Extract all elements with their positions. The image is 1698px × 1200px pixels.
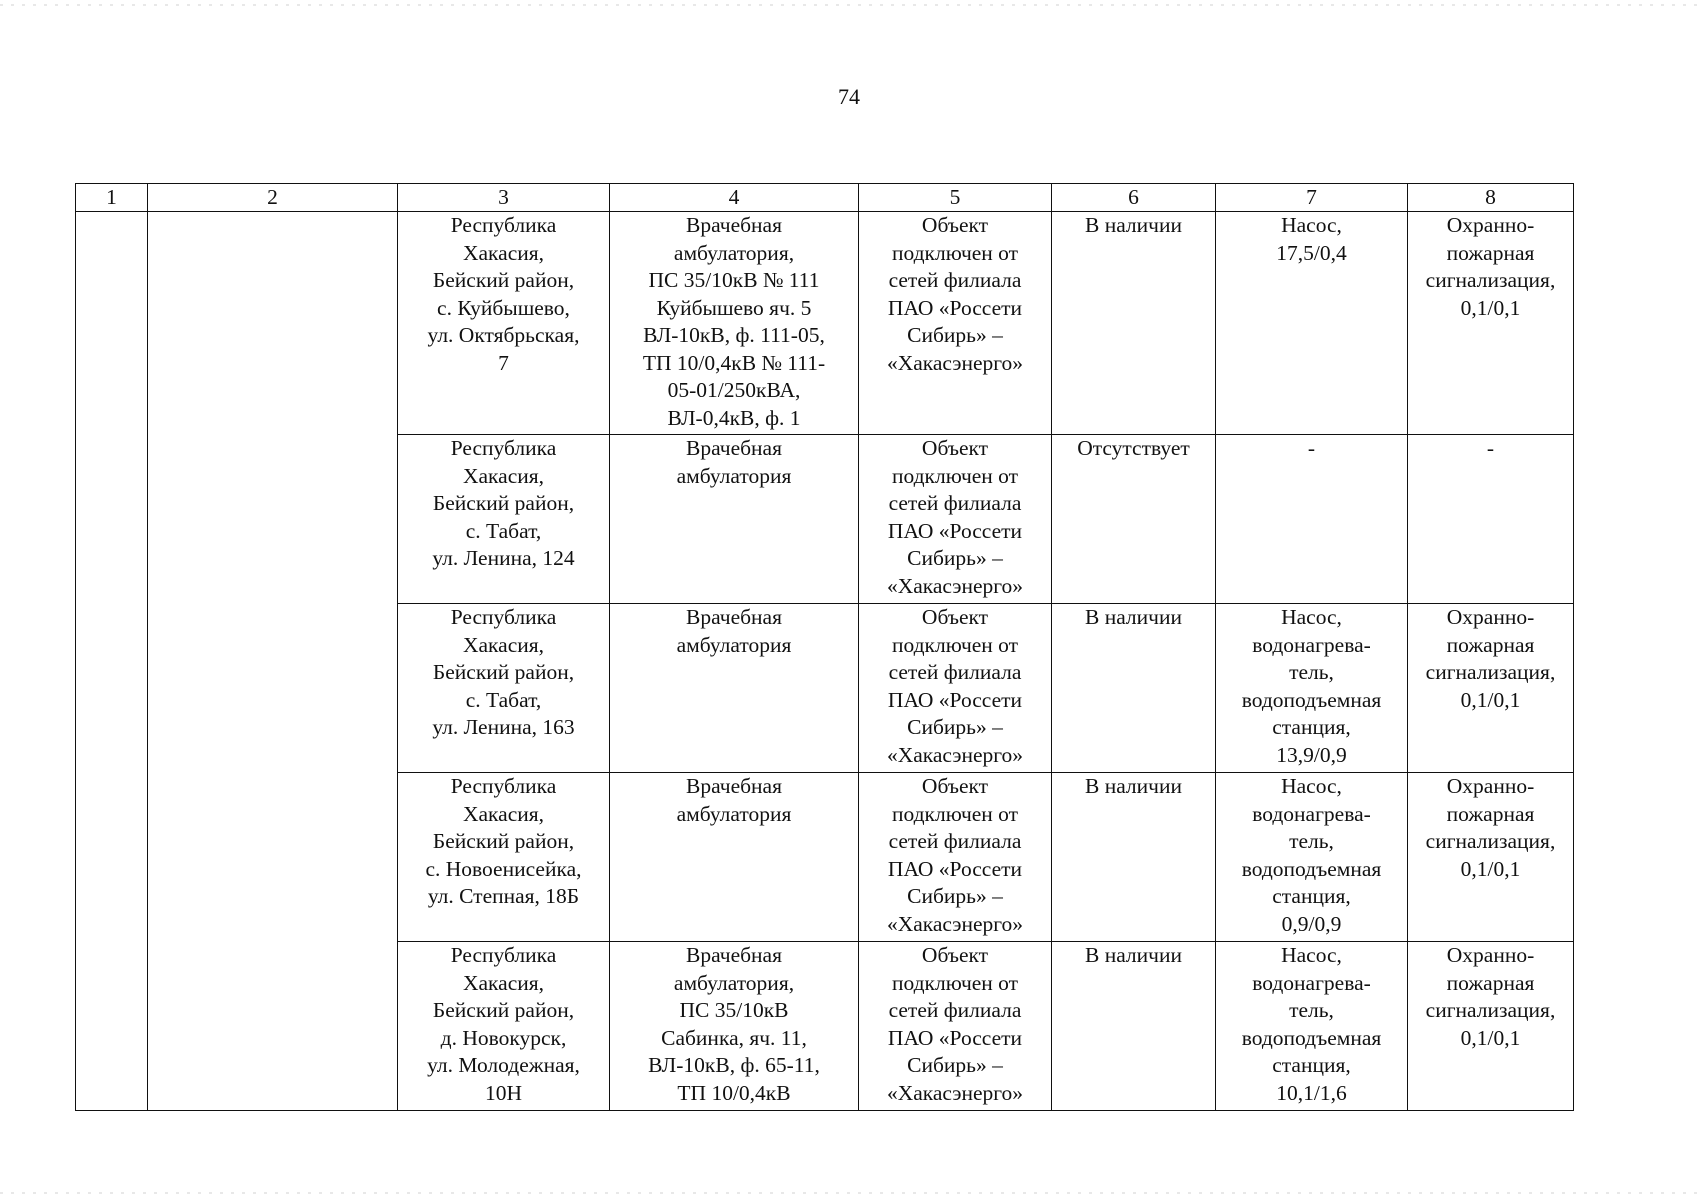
cell-facility: Врачебная амбулатория [610,773,859,942]
cell-alarm: Охранно- пожарная сигнализация, 0,1/0,1 [1408,212,1574,435]
cell-facility: Врачебная амбулатория [610,435,859,604]
cell-availability: В наличии [1052,604,1216,773]
scan-artifact-bottom [0,1192,1698,1194]
page-number: 74 [838,84,860,109]
cell-facility: Врачебная амбулатория, ПС 35/10кВ № 111 Куйбышево яч. 5 ВЛ-10кВ, ф. 111-05, ТП 10/0,4кВ № 111- 05-01/250кВА, ВЛ-0,4кВ, ф. 1 [610,212,859,435]
data-table [75,183,1574,1111]
scan-artifact-top [0,4,1698,6]
cell-equipment: - [1216,435,1408,604]
cell-connection: Объект подключен от сетей филиала ПАО «Россети Сибирь» – «Хакасэнерго» [859,212,1052,435]
cell-availability: В наличии [1052,212,1216,435]
column-number-7: 7 [1216,184,1408,212]
cell-equipment: Насос, 17,5/0,4 [1216,212,1408,435]
cell-equipment: Насос, водонагрева- тель, водоподъемная станция, 10,1/1,6 [1216,942,1408,1111]
cell-connection: Объект подключен от сетей филиала ПАО «Россети Сибирь» – «Хакасэнерго» [859,435,1052,604]
cell-equipment: Насос, водонагрева- тель, водоподъемная станция, 0,9/0,9 [1216,773,1408,942]
cell-col2-empty [148,212,398,1111]
cell-address: Республика Хакасия, Бейский район, с. Табат, ул. Ленина, 163 [398,604,610,773]
cell-connection: Объект подключен от сетей филиала ПАО «Россети Сибирь» – «Хакасэнерго» [859,773,1052,942]
column-number-8: 8 [1408,184,1574,212]
column-number-3: 3 [398,184,610,212]
cell-connection: Объект подключен от сетей филиала ПАО «Россети Сибирь» – «Хакасэнерго» [859,604,1052,773]
cell-availability: Отсутствует [1052,435,1216,604]
column-number-6: 6 [1052,184,1216,212]
cell-address: Республика Хакасия, Бейский район, д. Новокурск, ул. Молодежная, 10Н [398,942,610,1111]
cell-alarm: - [1408,435,1574,604]
cell-address: Республика Хакасия, Бейский район, с. Куйбышево, ул. Октябрьская, 7 [398,212,610,435]
column-number-5: 5 [859,184,1052,212]
column-number-4: 4 [610,184,859,212]
cell-availability: В наличии [1052,773,1216,942]
column-number-2: 2 [148,184,398,212]
cell-alarm: Охранно- пожарная сигнализация, 0,1/0,1 [1408,773,1574,942]
cell-address: Республика Хакасия, Бейский район, с. Новоенисейка, ул. Степная, 18Б [398,773,610,942]
cell-connection: Объект подключен от сетей филиала ПАО «Россети Сибирь» – «Хакасэнерго» [859,942,1052,1111]
cell-facility: Врачебная амбулатория [610,604,859,773]
cell-facility: Врачебная амбулатория, ПС 35/10кВ Сабинка, яч. 11, ВЛ-10кВ, ф. 65-11, ТП 10/0,4кВ [610,942,859,1111]
table-row [76,212,1574,435]
cell-col1-empty [76,212,148,1111]
column-number-1: 1 [76,184,148,212]
header-row [76,184,1574,212]
cell-alarm: Охранно- пожарная сигнализация, 0,1/0,1 [1408,942,1574,1111]
cell-availability: В наличии [1052,942,1216,1111]
cell-equipment: Насос, водонагрева- тель, водоподъемная станция, 13,9/0,9 [1216,604,1408,773]
cell-address: Республика Хакасия, Бейский район, с. Табат, ул. Ленина, 124 [398,435,610,604]
cell-alarm: Охранно- пожарная сигнализация, 0,1/0,1 [1408,604,1574,773]
